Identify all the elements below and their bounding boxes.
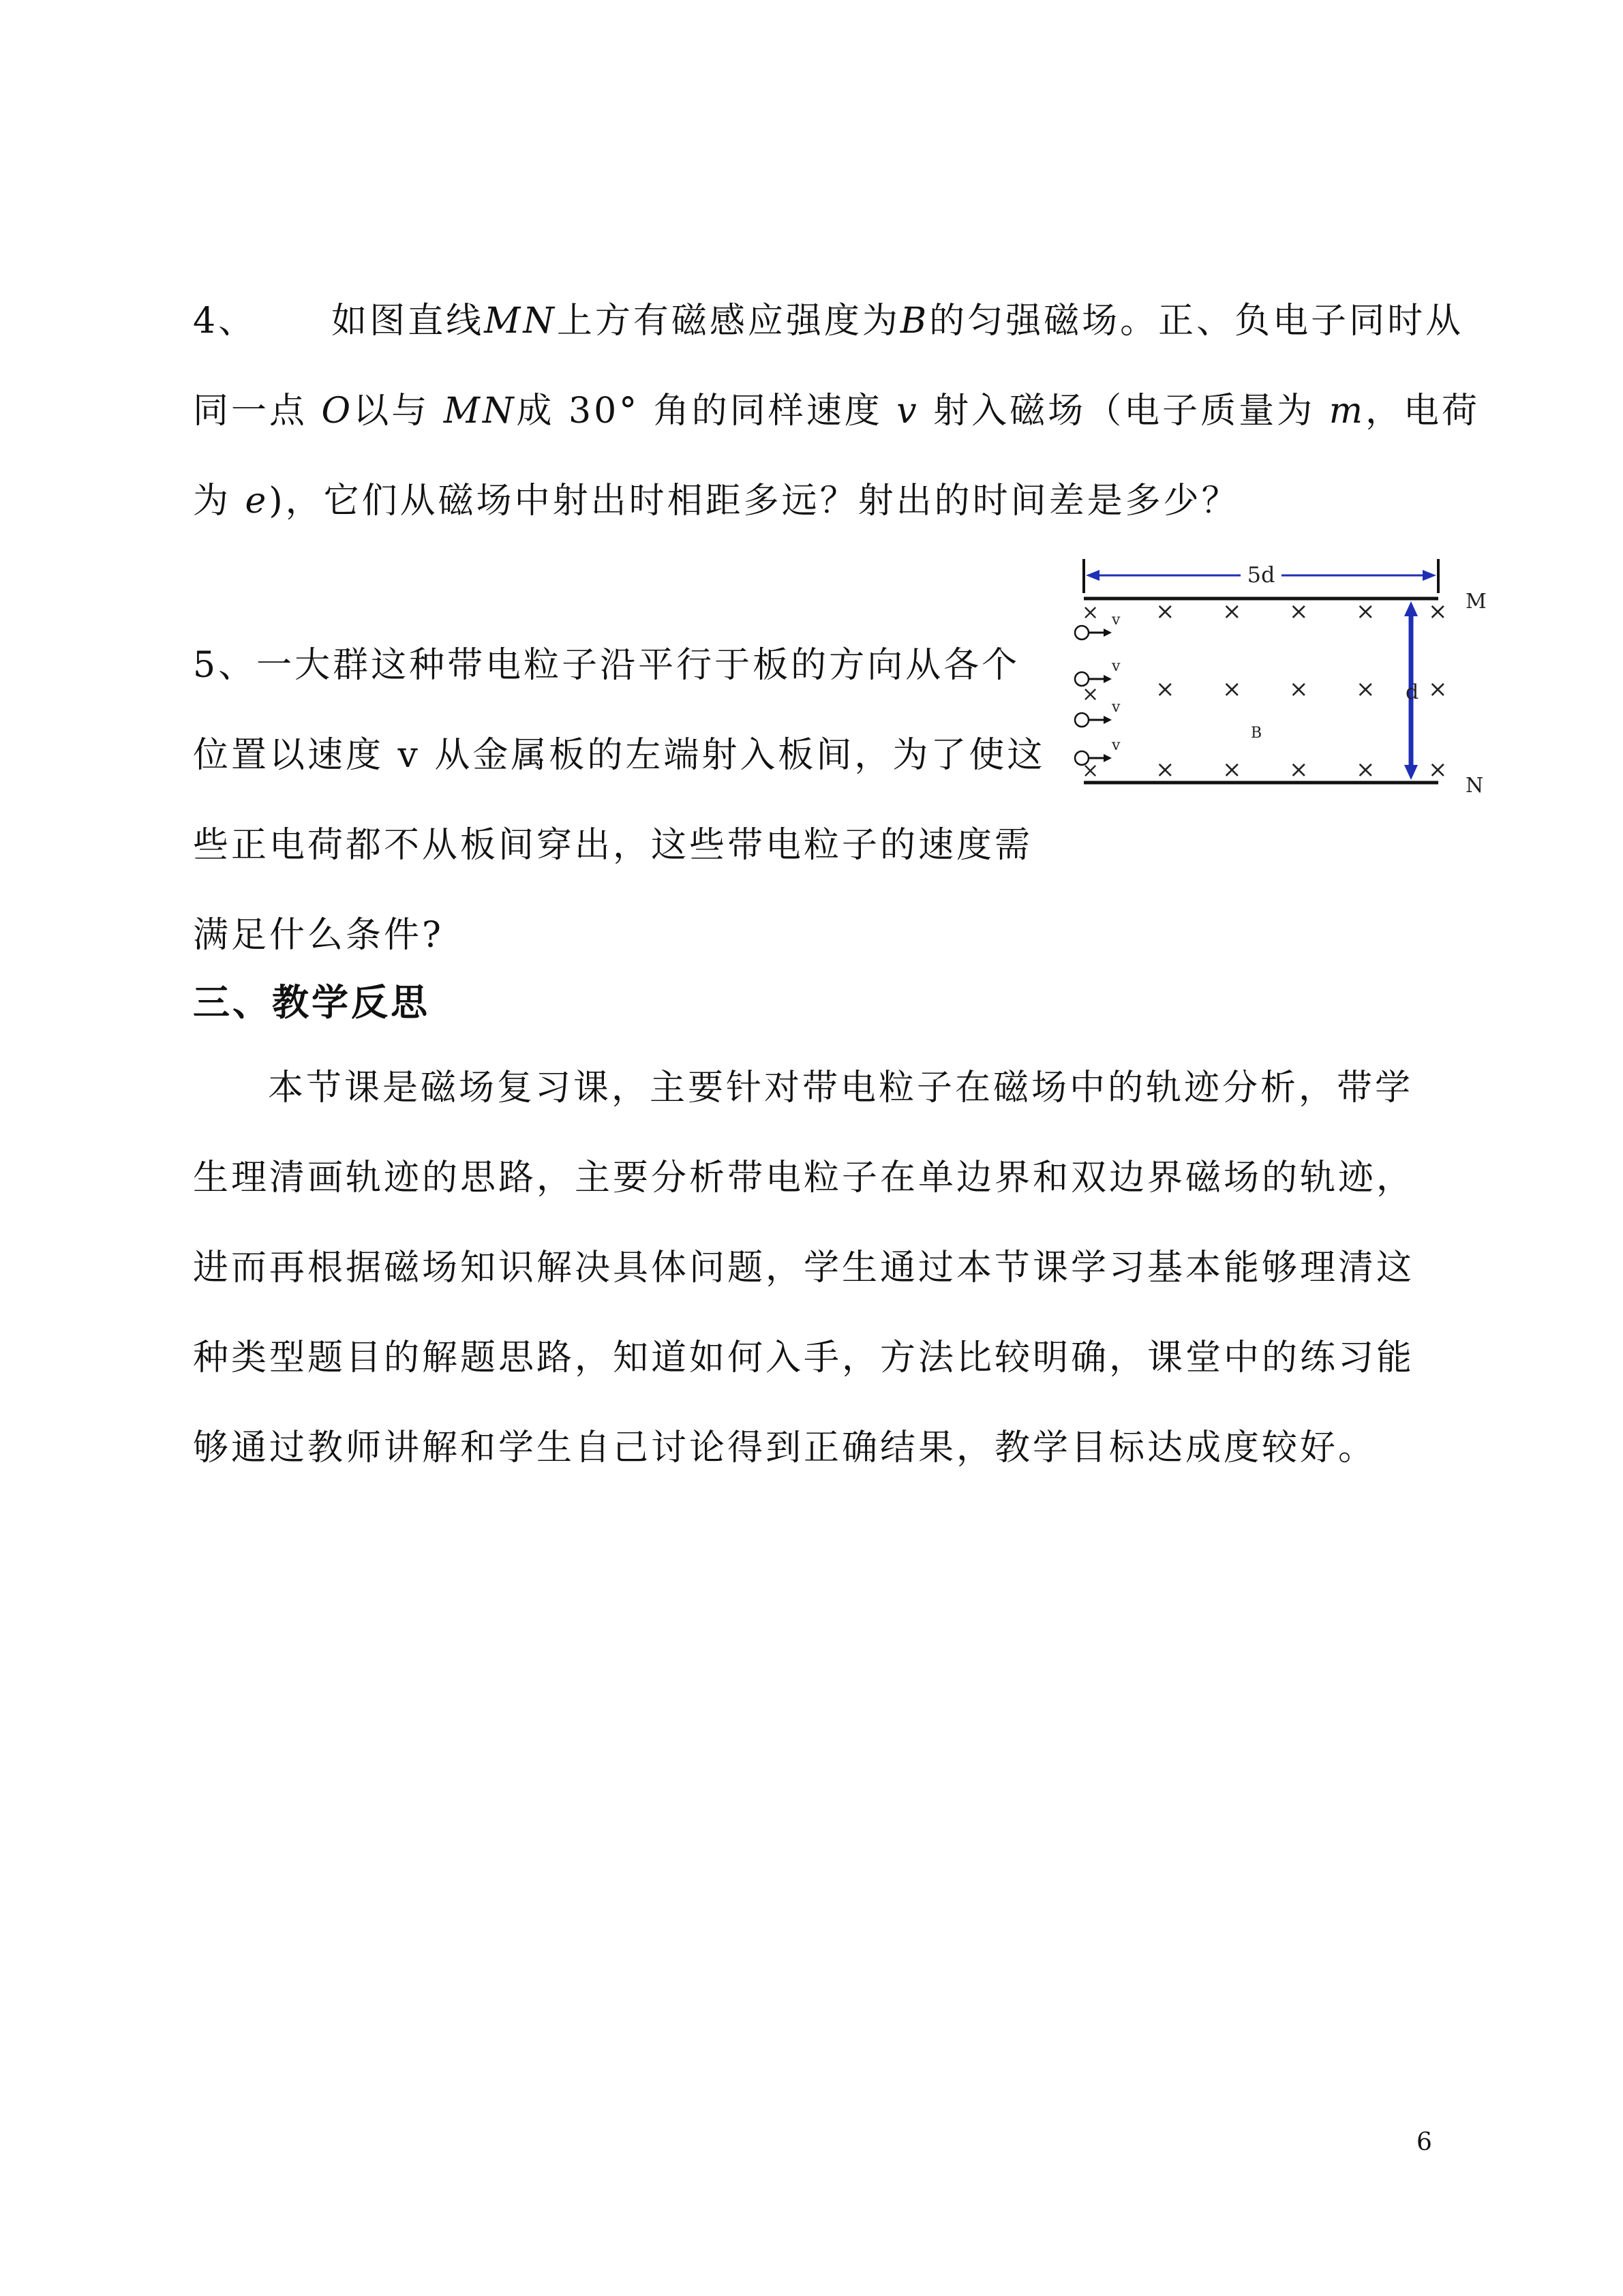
q4-text: ，电荷: [1365, 391, 1481, 432]
section-heading: 三、教学反思: [193, 980, 430, 1024]
q4-var-e: e: [245, 481, 269, 522]
q4-text: 如图直线: [331, 301, 485, 342]
question-4-number: 4、: [193, 301, 257, 342]
q4-var-b: B: [900, 301, 930, 342]
height-arrow-top: [1404, 601, 1418, 616]
cross-mark: ×: [1428, 676, 1448, 703]
cross-mark: ×: [1428, 598, 1448, 625]
reflection-line: 种类型题目的解题思路，知道如何入手，方法比较明确，课堂中的练习能: [193, 1338, 1415, 1378]
cross-mark: ×: [1222, 676, 1242, 703]
q4-var-m: m: [1329, 391, 1366, 432]
cross-mark: ×: [1155, 756, 1175, 783]
q4-text: 以与: [353, 391, 430, 432]
label-n: N: [1466, 774, 1484, 798]
question-5: [193, 620, 1052, 980]
cross-mark: ×: [1356, 598, 1376, 625]
question-5-line: 位置以速度 v 从金属板的左端射入板间，为了使这: [193, 735, 1046, 776]
velocity-label: v: [1112, 658, 1121, 675]
cross-mark: ×: [1289, 676, 1309, 703]
cross-mark: ×: [1428, 756, 1448, 783]
particle-icon: [1075, 713, 1089, 727]
cross-mark: ×: [1356, 756, 1376, 783]
particle-icon: [1075, 626, 1089, 639]
question-5-line: 5、一大群这种带电粒子沿平行于板的方向从各个: [193, 645, 1020, 686]
label-m: M: [1466, 590, 1487, 614]
velocity-label: v: [1112, 699, 1121, 716]
reflection-line: 进而再根据磁场知识解决具体问题，学生通过本节课学习基本能够理清这: [193, 1248, 1415, 1288]
question-5-line: 些正电荷都不从板间穿出，这些带电粒子的速度需: [193, 825, 1033, 866]
q4-text: 上方有磁感应强度为: [556, 301, 900, 342]
velocity-label: v: [1112, 611, 1121, 629]
q4-text: 成 30° 角的同样速度: [516, 391, 883, 432]
cross-mark: ×: [1082, 601, 1099, 624]
question-5-line: 满足什么条件?: [193, 915, 444, 956]
cross-mark: ×: [1155, 676, 1175, 703]
cross-mark: ×: [1082, 759, 1099, 783]
width-arrow-right: [1423, 570, 1436, 581]
reflection-line: 本节课是磁场复习课，主要针对带电粒子在磁场中的轨迹分析，带学: [268, 1068, 1414, 1108]
reflection-line: 生理清画轨迹的思路，主要分析带电粒子在单边界和双边界磁场的轨迹，: [193, 1158, 1415, 1198]
velocity-arrow-head: [1104, 716, 1112, 724]
q4-var-mn: MN: [484, 301, 557, 342]
reflection-paragraph: [193, 1043, 1454, 1493]
q4-text: 同一点: [193, 391, 308, 432]
cross-mark: ×: [1356, 676, 1376, 703]
q4-text: )，它们从磁场中射出时相距多远？射出的时间差是多少？: [269, 481, 1240, 522]
height-label: d: [1406, 680, 1419, 704]
cross-mark: ×: [1222, 756, 1242, 783]
question-4: [193, 276, 1481, 546]
cross-mark: ×: [1289, 598, 1309, 625]
q4-var-mn: MN: [443, 391, 517, 432]
question-4-line-3: [193, 456, 1454, 546]
width-arrow-left: [1086, 570, 1099, 581]
field-crosses: [1155, 598, 1448, 783]
page-number: 6: [1416, 2128, 1432, 2156]
width-label: 5d: [1247, 562, 1275, 588]
cross-mark: ×: [1222, 598, 1242, 625]
parallel-plates-figure: [1067, 552, 1503, 798]
incoming-particles: [1075, 601, 1121, 783]
velocity-arrow-head: [1104, 675, 1112, 683]
q4-var-v: v: [896, 391, 920, 432]
height-arrow-bottom: [1404, 765, 1418, 780]
reflection-line: 够通过教师讲解和学生自己讨论得到正确结果，教学目标达成度较好。: [193, 1428, 1377, 1468]
q4-text: 为: [193, 481, 232, 522]
cross-mark: ×: [1082, 682, 1099, 706]
velocity-arrow-head: [1104, 754, 1112, 762]
cross-mark: ×: [1155, 598, 1175, 625]
question-4-line-2: [193, 366, 1481, 456]
q4-text: 射入磁场（电子质量为: [933, 391, 1316, 432]
velocity-label: v: [1112, 737, 1121, 754]
q4-var-o: O: [321, 391, 354, 432]
velocity-arrow-head: [1104, 629, 1112, 637]
q4-text: 的匀强磁场。正、负电子同时从: [929, 301, 1464, 342]
question-4-line-1: [193, 276, 1464, 366]
cross-mark: ×: [1289, 756, 1309, 783]
field-label: B: [1251, 725, 1262, 742]
